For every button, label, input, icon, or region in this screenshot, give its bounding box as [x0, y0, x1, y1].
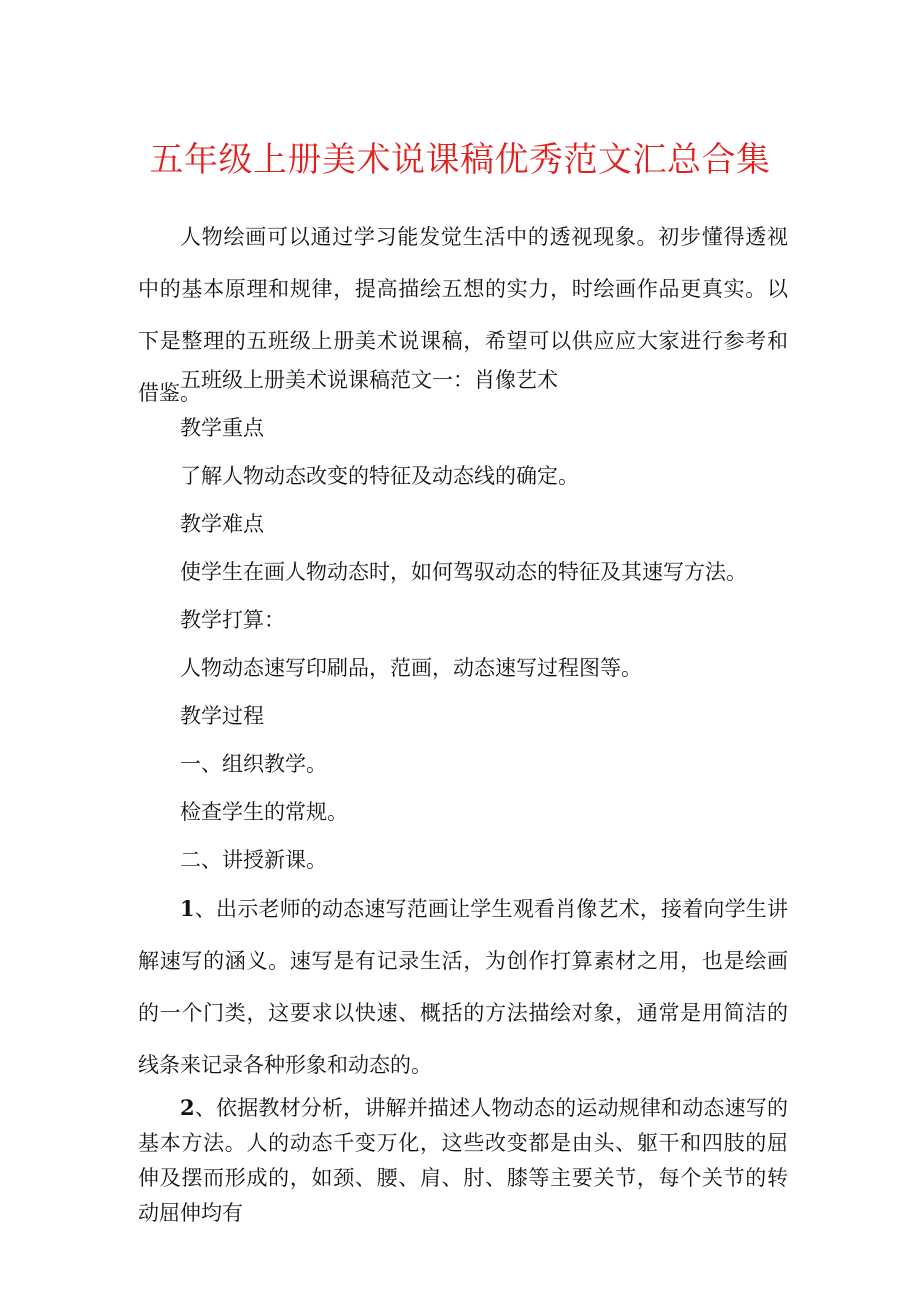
text-teaching-focus: 了解人物动态改变的特征及动态线的确定。 [180, 464, 579, 488]
heading-teaching-difficulty: 教学难点 [180, 512, 264, 536]
intro-paragraph: 人物绘画可以通过学习能发觉生活中的透视现象。初步懂得透视中的基本原理和规律，提高描绘五想的实力，时绘画作品更真实。以下是整理的五班级上册美术说课稿，希望可以供应应大家进行参考和借鉴。 [138, 225, 788, 405]
heading-teaching-focus: 教学重点 [180, 416, 264, 440]
list-item-1 [138, 883, 788, 1091]
list-item-2 [138, 1090, 788, 1231]
list-item-2-number: 2 [180, 1095, 195, 1120]
heading-teaching-process: 教学过程 [180, 704, 264, 728]
list-item-1-text: 、出示老师的动态速写范画让学生观看肖像艺术，接着向学生讲解速写的涵义。速写是有记录生活，为创作打算素材之用，也是绘画的一个门类，这要求以快速、概括的方法描绘对象，通常是用简洁的线条来记录各种形象和动态的。 [138, 897, 788, 1077]
text-teaching-difficulty: 使学生在画人物动态时，如何驾驭动态的特征及其速写方法。 [180, 560, 747, 584]
section-heading-sample-one: 五班级上册美术说课稿范文一：肖像艺术 [180, 368, 558, 392]
heading-teaching-preparation: 教学打算： [180, 608, 285, 632]
text-teaching-preparation: 人物动态速写印刷品，范画，动态速写过程图等。 [180, 656, 642, 680]
list-item-1-number: 1 [180, 896, 195, 921]
step-new-lesson: 二、讲授新课。 [180, 848, 327, 872]
text-check-routine: 检查学生的常规。 [180, 800, 348, 824]
document-title: 五年级上册美术说课稿优秀范文汇总合集 [149, 140, 771, 180]
step-organize-teaching: 一、组织教学。 [180, 752, 327, 776]
list-item-2-text: 、依据教材分析，讲解并描述人物动态的运动规律和动态速写的基本方法。人的动态千变万化，这些改变都是由头、躯干和四肢的屈伸及摆而形成的，如颈、腰、肩、肘、膝等主要关节，每个关节的转动屈伸均有 [138, 1096, 788, 1225]
